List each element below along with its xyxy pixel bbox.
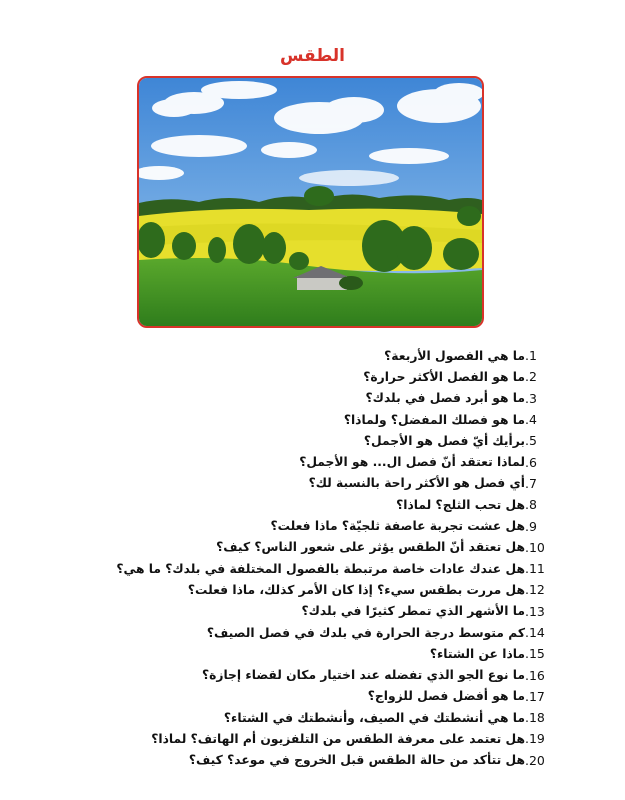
question-item <box>150 515 565 536</box>
question-number: .15 <box>525 646 545 662</box>
landscape-photo <box>137 76 484 328</box>
question-item <box>150 494 565 515</box>
question-number: .11 <box>525 561 545 577</box>
question-number: .6 <box>525 454 537 470</box>
question-item <box>150 622 565 643</box>
question-text: ما الأشهر الذي تمطر كثيرًا في بلدك؟ <box>301 604 525 619</box>
question-text: لماذا تعتقد أنّ فصل ال... هو الأجمل؟ <box>299 455 525 470</box>
question-text: ما هو الفصل الأكثر حرارة؟ <box>363 369 525 384</box>
question-number: .8 <box>525 497 537 513</box>
question-text: كم متوسط درجة الحرارة في بلدك في فصل الصيف؟ <box>206 625 525 640</box>
question-text: ماذا عن الشتاء؟ <box>429 646 525 661</box>
question-text: هل عشت تجربة عاصفة ثلجيّة؟ ماذا فعلت؟ <box>270 519 525 534</box>
question-text: ما هو أفضل فصل للزواج؟ <box>367 689 525 704</box>
question-text: ما هي أنشطتك في الصيف، وأنشطتك في الشتاء؟ <box>223 710 525 725</box>
question-text: أي فصل هو الأكثر راحة بالنسبة لك؟ <box>308 476 525 491</box>
question-item <box>150 686 565 707</box>
question-number: .7 <box>525 475 537 491</box>
question-text: هل تتأكد من حالة الطقس قبل الخروج في موعد؟ كيف؟ <box>188 753 525 768</box>
question-number: .5 <box>525 433 537 449</box>
question-text: ما نوع الجو الذي تفضله عند اختيار مكان لقضاء إجازة؟ <box>201 668 525 683</box>
question-text: هل تعتمد على معرفة الطقس من التلفزيون أم الهاتف؟ لماذا؟ <box>151 731 525 746</box>
question-text: ما هي الفصول الأربعة؟ <box>384 348 525 363</box>
question-item <box>150 601 565 622</box>
question-number: .18 <box>525 710 545 726</box>
landscape-illustration <box>139 78 482 326</box>
question-text: ما هو أبرد فصل في بلدك؟ <box>365 391 525 406</box>
question-number: .14 <box>525 625 545 640</box>
question-number: .4 <box>525 412 537 428</box>
question-number: .17 <box>525 688 545 704</box>
question-text: ما هو فصلك المفضل؟ ولماذا؟ <box>343 412 525 427</box>
question-text: هل مررت بطقس سيء؟ إذا كان الأمر كذلك، ماذا فعلت؟ <box>187 582 525 597</box>
question-item <box>150 537 565 558</box>
question-number: .19 <box>525 731 545 747</box>
question-number: .12 <box>525 582 545 598</box>
question-item <box>150 366 565 387</box>
question-number: .3 <box>525 390 537 406</box>
question-number: .9 <box>525 518 537 534</box>
question-item <box>150 643 565 664</box>
question-number: .16 <box>525 667 545 683</box>
questions-list <box>116 345 565 771</box>
question-item <box>150 707 565 728</box>
question-text: برأيك أيّ فصل هو الأجمل؟ <box>363 433 525 448</box>
question-item <box>150 664 565 685</box>
question-item <box>150 750 565 771</box>
question-item <box>116 558 565 579</box>
question-item <box>150 579 565 600</box>
question-item <box>150 728 565 749</box>
question-item <box>150 345 565 366</box>
question-number: .2 <box>525 369 537 385</box>
question-item <box>150 451 565 472</box>
question-number: .1 <box>525 348 537 364</box>
question-item <box>150 473 565 494</box>
question-number: .10 <box>525 539 545 555</box>
question-number: .20 <box>525 752 545 768</box>
page-title: الطقس <box>279 46 346 66</box>
question-text: هل تحب الثلج؟ لماذا؟ <box>396 497 525 512</box>
question-text: هل عندك عادات خاصة مرتبطة بالفصول المختلفة في بلدك؟ ما هي؟ <box>116 561 525 576</box>
question-item <box>150 388 565 409</box>
question-item <box>150 430 565 451</box>
question-number: .13 <box>525 603 545 619</box>
question-text: هل تعتقد أنّ الطقس يؤثر على شعور الناس؟ كيف؟ <box>216 540 525 555</box>
question-item <box>150 409 565 430</box>
